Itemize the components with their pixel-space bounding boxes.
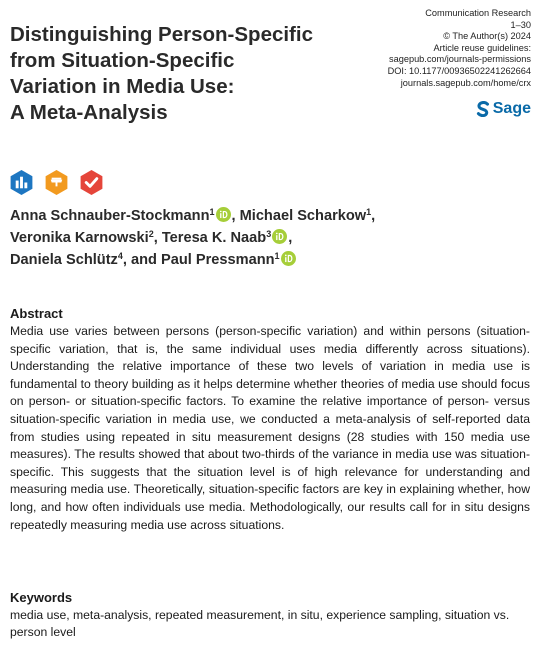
author-list [10,205,530,271]
author-name[interactable]: Paul Pressmann [160,252,275,268]
title-line: from Situation-Specific [10,49,235,72]
affiliation-sup: 4 [117,251,123,261]
author-name[interactable]: Teresa K. Naab [161,230,267,246]
doi[interactable]: DOI: 10.1177/00936502241262664 [387,65,531,76]
separator: , [288,230,293,246]
affiliation-sup: 1 [274,251,280,261]
preregistered-badge-icon [78,169,105,196]
journal-link[interactable]: journals.sagepub.com/home/crx [400,77,531,88]
affiliation-sup: 2 [148,229,154,239]
orcid-icon[interactable] [281,251,296,266]
journal-name: Communication Research [425,8,531,18]
open-materials-badge-icon [43,169,70,196]
sage-s-icon [476,101,490,117]
abstract-heading: Abstract [10,306,63,321]
author-name[interactable]: Veronika Karnowski [10,230,149,246]
author-name[interactable]: Anna Schnauber-Stockmann [10,208,210,224]
reuse-label: Article reuse guidelines: [433,42,531,53]
author-name[interactable]: Michael Scharkow [239,208,367,224]
title-line: Distinguishing Person-Specific [10,23,313,46]
separator: , [153,230,162,246]
author-line [10,205,530,227]
open-data-badge-icon [8,169,35,196]
affiliation-sup: 1 [209,207,215,217]
title-line: A Meta-Analysis [10,101,168,124]
sage-wordmark: Sage [492,100,531,117]
affiliation-sup: 3 [266,229,272,239]
affiliation-sup: 1 [366,207,372,217]
journal-meta [331,8,531,89]
separator: , [371,208,376,224]
keywords-body: media use, meta-analysis, repeated measurement, in situ, experience sampling, situation vs. person level [10,608,510,639]
author-line [10,227,530,249]
open-science-badges [8,169,105,196]
reuse-link[interactable]: sagepub.com/journals-permissions [389,54,531,65]
separator: , [231,208,240,224]
author-name[interactable]: Daniela Schlütz [10,252,118,268]
page-range: 1–30 [510,19,531,30]
copyright: © The Author(s) 2024 [443,31,531,42]
keywords-heading: Keywords [10,590,73,605]
separator: , and [122,252,161,268]
sage-logo [476,101,531,117]
title-line: Variation in Media Use: [10,75,235,98]
orcid-icon[interactable] [272,229,287,244]
article-title [10,22,370,126]
author-line [10,249,530,271]
abstract-body: Media use varies between persons (person-specific variation) and within persons (situation-specific variation, that is, the same individual uses media differently across situations). Understanding the relative importance of these two levels of variation in media use is fundamental to theory building as it helps determine whether theories of media use should focus on person- or situation-specific factors. To examine the relative importance of person- versus situation-specific variation in media use, we conducted a meta-analysis of self-reported data from studies using repeated in situ measurement designs (28 studies with 150 media use measures). The results showed that about two-thirds of the variance in media use was situation-specific. This suggests that the situation level is of high relevance for understanding and measuring media use. Theoretically, situation-specific factors are key in explaining whether, how long, and how often individuals use media. Methodologically, our results call for in situ designs repeatedly measuring media use across situations. [10,324,530,532]
orcid-icon[interactable] [216,207,231,222]
